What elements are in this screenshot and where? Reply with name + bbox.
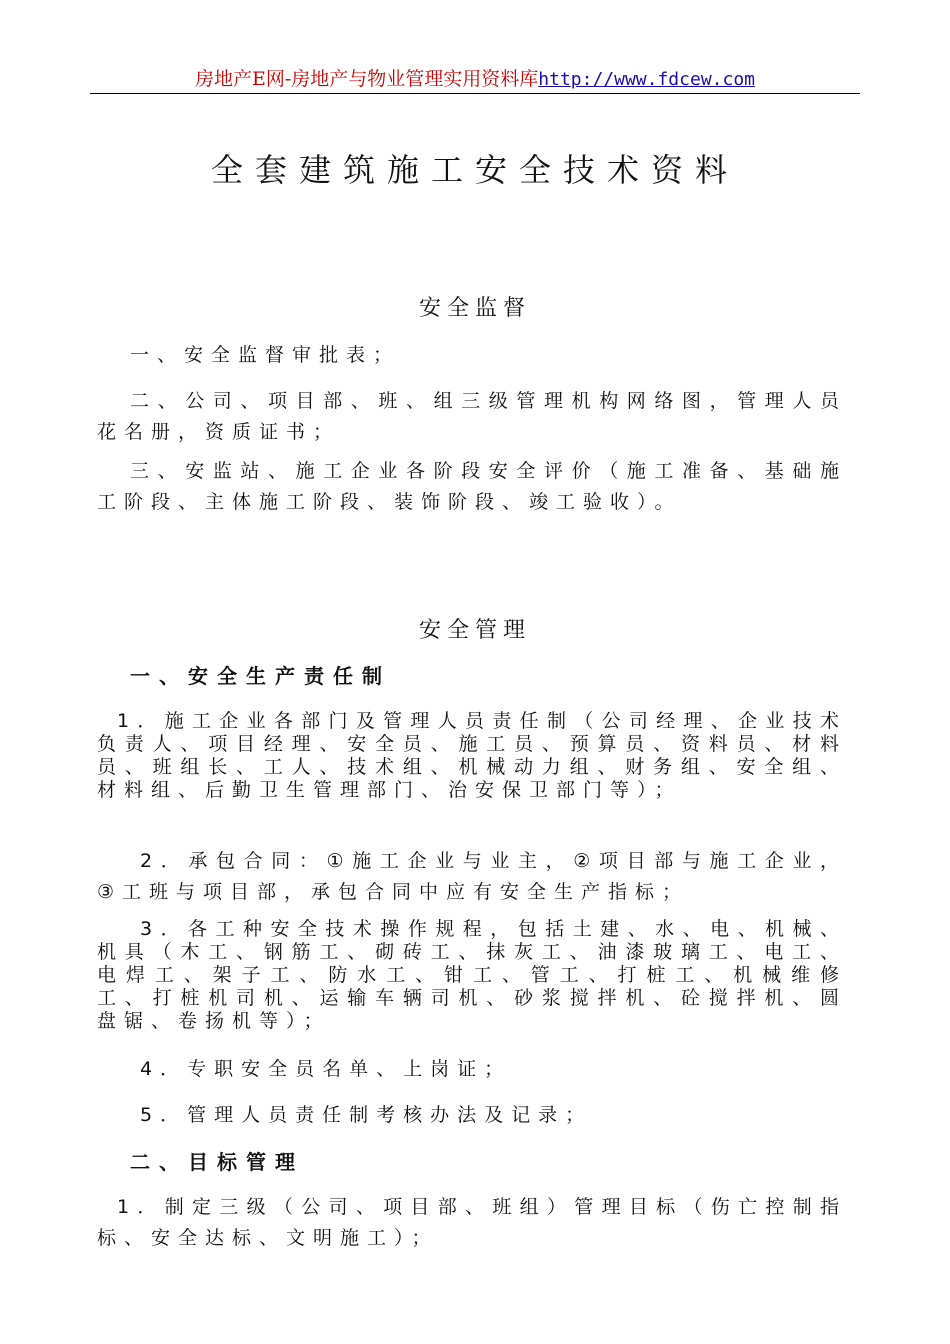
subsection-title-responsibility: 一、安全生产责任制 xyxy=(130,664,391,688)
section-title-management: 安全管理 xyxy=(418,618,531,643)
header-divider xyxy=(90,93,860,94)
responsibility-item-2: 2．承包合同：①施工企业与业主，②项目部与施工企业，③工班与项目部，承包合同中应有安全生产指标； xyxy=(97,850,847,903)
header-site-name: 房地产E网-房地产与物业管理实用资料库 xyxy=(194,68,539,90)
responsibility-item-1: 1．施工企业各部门及管理人员责任制（公司经理、企业技术负责人、项目经理、安全员、施工员、预算员、资料员、材料员、班组长、工人、技术组、机械动力组、财务组、安全组、材料组、后勤卫生管理部门、治安保卫部门等）； xyxy=(97,710,847,801)
responsibility-item-3: 3．各工种安全技术操作规程，包括土建、水、电、机械、机具（木工、钢筋工、砌砖工、抹灰工、油漆玻璃工、电工、电焊工、架子工、防水工、钳工、管工、打桩工、机械维修工、打桩机司机、运输车辆司机、砂浆搅拌机、砼搅拌机、圆盘锯、卷扬机等）； xyxy=(97,918,847,1032)
section-title-supervision: 安全监督 xyxy=(418,296,531,321)
responsibility-item-4: 4．专职安全员名单、上岗证； xyxy=(140,1058,512,1080)
goals-item-1: 1．制定三级（公司、项目部、班组）管理目标（伤亡控制指标、安全达标、文明施工）； xyxy=(97,1196,847,1249)
document-title: 全套建筑施工安全技术资料 xyxy=(210,151,739,189)
subsection-title-goals: 二、目标管理 xyxy=(130,1150,304,1174)
page-header xyxy=(0,66,950,93)
supervision-item-2: 二、公司、项目部、班、组三级管理机构网络图，管理人员花名册，资质证书； xyxy=(97,390,847,443)
supervision-item-1: 一、安全监督审批表； xyxy=(130,344,401,366)
responsibility-item-5: 5．管理人员责任制考核办法及记录； xyxy=(140,1104,593,1126)
header-url-link[interactable]: http://www.fdcew.com xyxy=(538,69,756,90)
supervision-item-3: 三、安监站、施工企业各阶段安全评价（施工准备、基础施工阶段、主体施工阶段、装饰阶段、竣工验收）。 xyxy=(97,460,847,513)
